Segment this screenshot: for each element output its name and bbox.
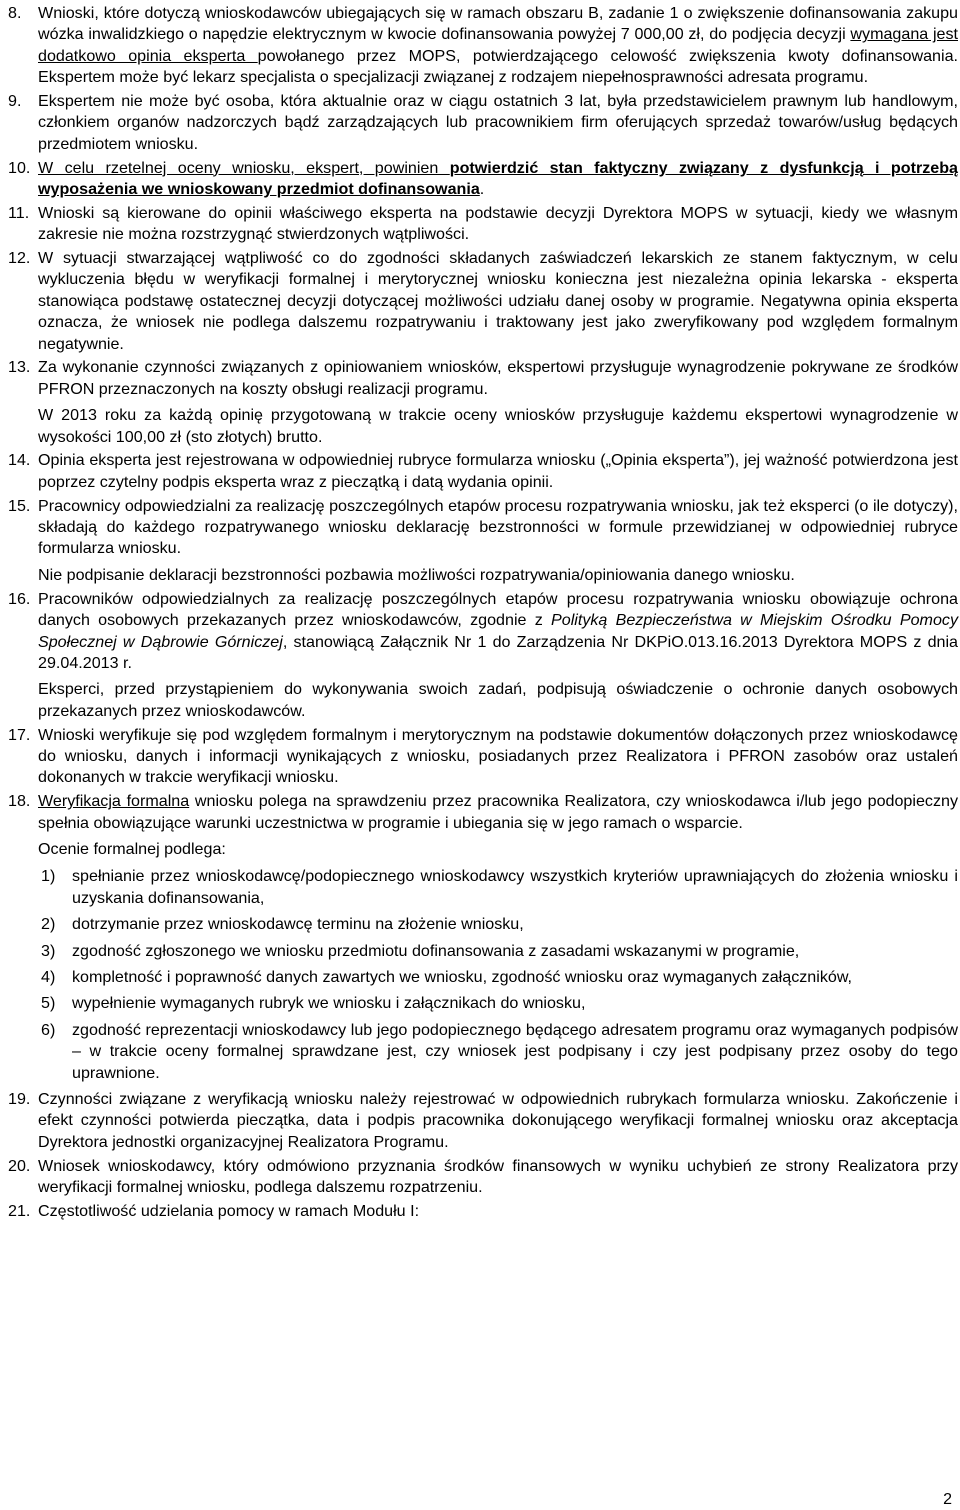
text-run: Opinia eksperta jest rejestrowana w odpowiedniej rubryce formularza wniosku („Opinia eksperta”), jej ważność potwierdzona jest poprzez czytelny podpis eksperta wraz z pieczątką i datą wydania opinii. bbox=[38, 451, 958, 491]
text-run: , stanowiącą Załącznik Nr 1 do Zarządzenia Nr DKPiO.013.16.2013 Dyrektora MOPS z dnia 29.04.2013 r. bbox=[38, 632, 958, 672]
item-number: 20. bbox=[8, 1156, 31, 1175]
item-number: 18. bbox=[8, 792, 31, 811]
paragraph bbox=[38, 725, 958, 789]
numbered-list bbox=[8, 3, 958, 1222]
text-run: powołanego przez MOPS, potwierdzającego celowość zwiększenia kwoty dofinansowania. bbox=[257, 46, 958, 65]
sub-list-item bbox=[38, 914, 958, 935]
sub-item-number: 4) bbox=[41, 967, 56, 986]
text-run: Weryfikacja formalna bbox=[38, 792, 190, 811]
paragraph bbox=[38, 791, 958, 834]
item-number: 9. bbox=[8, 92, 22, 111]
paragraph bbox=[38, 3, 958, 89]
list-item bbox=[8, 158, 958, 201]
paragraph bbox=[38, 496, 958, 560]
text-run: W 2013 roku za każdą opinię przygotowaną w trakcie oceny wniosków przysługuje każdemu ekspertowi wynagrodzenie w wysokości 100,00 zł (sto złotych) brutto. bbox=[38, 406, 958, 446]
text-run: Wnioski weryfikuje się pod względem formalnym i merytorycznym na podstawie dokumentów dołączonych przez wnioskodawcę do wniosku, danych i informacji wynikających z wniosku, posiadanych przez Realizatora i PFRON zasobów oraz ustaleń dokonanych w trakcie weryfikacji wniosku. bbox=[38, 725, 958, 787]
item-number: 8. bbox=[8, 4, 22, 22]
paragraph bbox=[38, 357, 958, 400]
paragraph bbox=[38, 1089, 958, 1153]
paragraph bbox=[38, 405, 958, 448]
text-run: Pracownicy odpowiedzialni za realizację poszczególnych etapów procesu rozpatrywania wniosku, jak też eksperci (o ile dotyczy), składają do każdego rozpatrywanego wniosku deklarację bezstronności w formule przewidzianej w odpowiedniej rubryce formularza wniosku. bbox=[38, 496, 958, 558]
text-run: potwierdzić stan faktyczny związany z dysfunkcją i potrzebą wyposażenia we wnioskowany przedmiot dofinansowania bbox=[38, 158, 958, 199]
list-item bbox=[8, 791, 958, 1084]
sub-item-number: 1) bbox=[41, 867, 56, 886]
item-number: 11. bbox=[8, 203, 30, 222]
text-run: Wnioski są kierowane do opinii właściwego eksperta na podstawie decyzji Dyrektora MOPS w sytuacji, kiedy we własnym zakresie nie można rozstrzygnąć stwierdzonych wątpliwości. bbox=[38, 203, 958, 244]
list-item bbox=[8, 357, 958, 448]
text-run: wniosku polega na sprawdzeniu przez pracownika Realizatora, czy wnioskodawca i/lub jego podopieczny spełnia obowiązujące warunki uczestnictwa w programie i ubiegania się w jego ramach o wsparcie. bbox=[38, 792, 958, 832]
paragraph bbox=[38, 589, 958, 675]
sub-list-item bbox=[38, 941, 958, 962]
document-content bbox=[8, 3, 958, 1225]
sub-list-item bbox=[38, 993, 958, 1014]
text-run: Polityką Bezpieczeństwa w Miejskim Ośrodku Pomocy Społecznej w Dąbrowie Górniczej bbox=[38, 611, 959, 651]
list-item bbox=[8, 496, 958, 587]
paragraph bbox=[38, 248, 958, 355]
item-number: 16. bbox=[8, 589, 31, 608]
text-run: Za wykonanie czynności związanych z opiniowaniem wniosków, ekspertowi przysługuje wynagrodzenie pokrywane ze środków PFRON przeznaczonych na koszty obsługi realizacji programu. bbox=[38, 358, 958, 398]
list-item bbox=[8, 1156, 958, 1199]
sub-item-number: 5) bbox=[41, 994, 56, 1013]
list-item bbox=[8, 1089, 958, 1153]
text-run: Częstotliwość udzielania pomocy w ramach Modułu I: bbox=[38, 1201, 420, 1220]
text-run: W celu rzetelnej oceny wniosku, ekspert, powinien bbox=[38, 158, 450, 177]
list-item bbox=[8, 450, 958, 493]
paragraph bbox=[38, 679, 958, 722]
paragraph bbox=[38, 203, 958, 246]
text-run: . bbox=[479, 180, 485, 199]
paragraph bbox=[38, 839, 958, 860]
text-run: Wnioski, które dotyczą wnioskodawców ubiegających się w ramach obszaru B, zadanie 1 o zwiększenie dofinansowania zakupu wózka inwalidzkiego o napędzie elektrycznym w kwocie dofinansowania powyżej 7 000,00 zł, do podjęcia decyzji bbox=[38, 4, 958, 44]
text-run: Czynności związane z weryfikacją wniosku należy rejestrować w odpowiednich rubrykach formularza wniosku. Zakończenie i efekt czynności potwierda pieczątka, data i podpis pracownika dokonującego weryfikacji formalnej wniosku oraz akceptacja Dyrektora jednostki organizacyjnej Realizatora Programu. bbox=[38, 1090, 958, 1151]
text-run: Wniosek wnioskodawcy, który odmówiono przyznania środków finansowych w wyniku uchybień ze strony Realizatora przy weryfikacji formalnej wniosku, podlega dalszemu rozpatrzeniu. bbox=[38, 1156, 958, 1197]
sub-item-number: 3) bbox=[41, 941, 56, 960]
item-number: 15. bbox=[8, 496, 31, 515]
list-item bbox=[8, 248, 958, 355]
item-number: 10. bbox=[8, 158, 31, 177]
paragraph bbox=[38, 1201, 958, 1222]
item-number: 12. bbox=[8, 249, 31, 268]
sub-item-text: zgodność zgłoszonego we wniosku przedmiotu dofinansowania z zasadami wskazanymi w programie, bbox=[72, 941, 800, 960]
sub-list bbox=[38, 866, 958, 1084]
item-number: 19. bbox=[8, 1090, 31, 1108]
paragraph bbox=[38, 91, 958, 155]
list-item bbox=[8, 589, 958, 722]
sub-list-item bbox=[38, 1020, 958, 1084]
sub-list-item bbox=[38, 866, 958, 909]
page-number: 2 bbox=[943, 1491, 952, 1508]
item-number: 17. bbox=[8, 725, 31, 744]
item-number: 13. bbox=[8, 358, 31, 377]
sub-item-text: wypełnienie wymaganych rubryk we wniosku i załącznikach do wniosku, bbox=[72, 994, 586, 1013]
sub-item-text: dotrzymanie przez wnioskodawcę terminu na złożenie wniosku, bbox=[72, 915, 524, 934]
list-item bbox=[8, 1201, 958, 1222]
paragraph bbox=[38, 1156, 958, 1199]
paragraph bbox=[38, 158, 958, 201]
text-run: Pracowników odpowiedzialnych za realizację poszczególnych etapów procesu rozpatrywania wniosku obowiązuje ochrona danych osobowych przekazanych przez wnioskodawców, zgodnie z bbox=[38, 589, 958, 630]
item-number: 21. bbox=[8, 1201, 31, 1220]
text-run: Ekspertem nie może być osoba, która aktualnie oraz w ciągu ostatnich 3 lat, była przedstawicielem prawnym lub handlowym, członkiem organów nadzorczych bądź zarządzających lub pracownikiem firm oferujących sprzedaż towarów/usług będących przedmiotem wniosku. bbox=[38, 92, 958, 153]
sub-item-number: 6) bbox=[41, 1020, 56, 1039]
paragraph bbox=[38, 450, 958, 493]
text-run: Ocenie formalnej podlega: bbox=[38, 839, 226, 858]
text-run: Ekspertem może być lekarz specjalista o specjalizacji związanej z rodzajem niepełnosprawności adresata programu. bbox=[38, 68, 869, 87]
text-run: Eksperci, przed przystąpieniem do wykonywania swoich zadań, podpisują oświadczenie o ochronie danych osobowych przekazanych przez wnioskodawców. bbox=[38, 680, 958, 720]
list-item bbox=[8, 3, 958, 89]
sub-item-text: kompletność i poprawność danych zawartych we wniosku, zgodność wniosku oraz wymaganych załączników, bbox=[72, 967, 853, 986]
paragraph bbox=[38, 565, 958, 586]
item-number: 14. bbox=[8, 451, 31, 470]
text-run: wymagana jest dodatkowo opinia eksperta bbox=[38, 25, 958, 65]
sub-item-text: spełnianie przez wnioskodawcę/podopiecznego wnioskodawcy wszystkich kryteriów uprawniających do złożenia wniosku i uzyskania dofinansowania, bbox=[72, 867, 958, 907]
sub-item-text: zgodność reprezentacji wnioskodawcy lub jego podopiecznego będącego adresatem programu oraz wymaganych podpisów – w trakcie oceny formalnej sprawdzane jest, czy wniosek jest podpisany i czy jest podpisany przez osoby do tego uprawnione. bbox=[72, 1020, 958, 1082]
text-run: W sytuacji stwarzającej wątpliwość co do zgodności składanych zaświadczeń lekarskich ze stanem faktycznym, w celu wykluczenia błędu w weryfikacji formalnej i merytorycznej wniosku konieczna jest niezależna opinia lekarska - eksperta stanowiąca podstawę ostatecznej decyzji dotyczącej możliwości udziału danej osoby w programie. Negatywna opinia eksperta oznacza, że wniosek nie podlega dalszemu rozpatrywaniu i traktowany jest jako zweryfikowany pod względem formalnym negatywnie. bbox=[38, 249, 958, 353]
list-item bbox=[8, 91, 958, 155]
list-item bbox=[8, 725, 958, 789]
text-run: Nie podpisanie deklaracji bezstronności pozbawia możliwości rozpatrywania/opiniowania danego wniosku. bbox=[38, 565, 795, 584]
list-item bbox=[8, 203, 958, 246]
sub-item-number: 2) bbox=[41, 915, 56, 934]
sub-list-item bbox=[38, 967, 958, 988]
